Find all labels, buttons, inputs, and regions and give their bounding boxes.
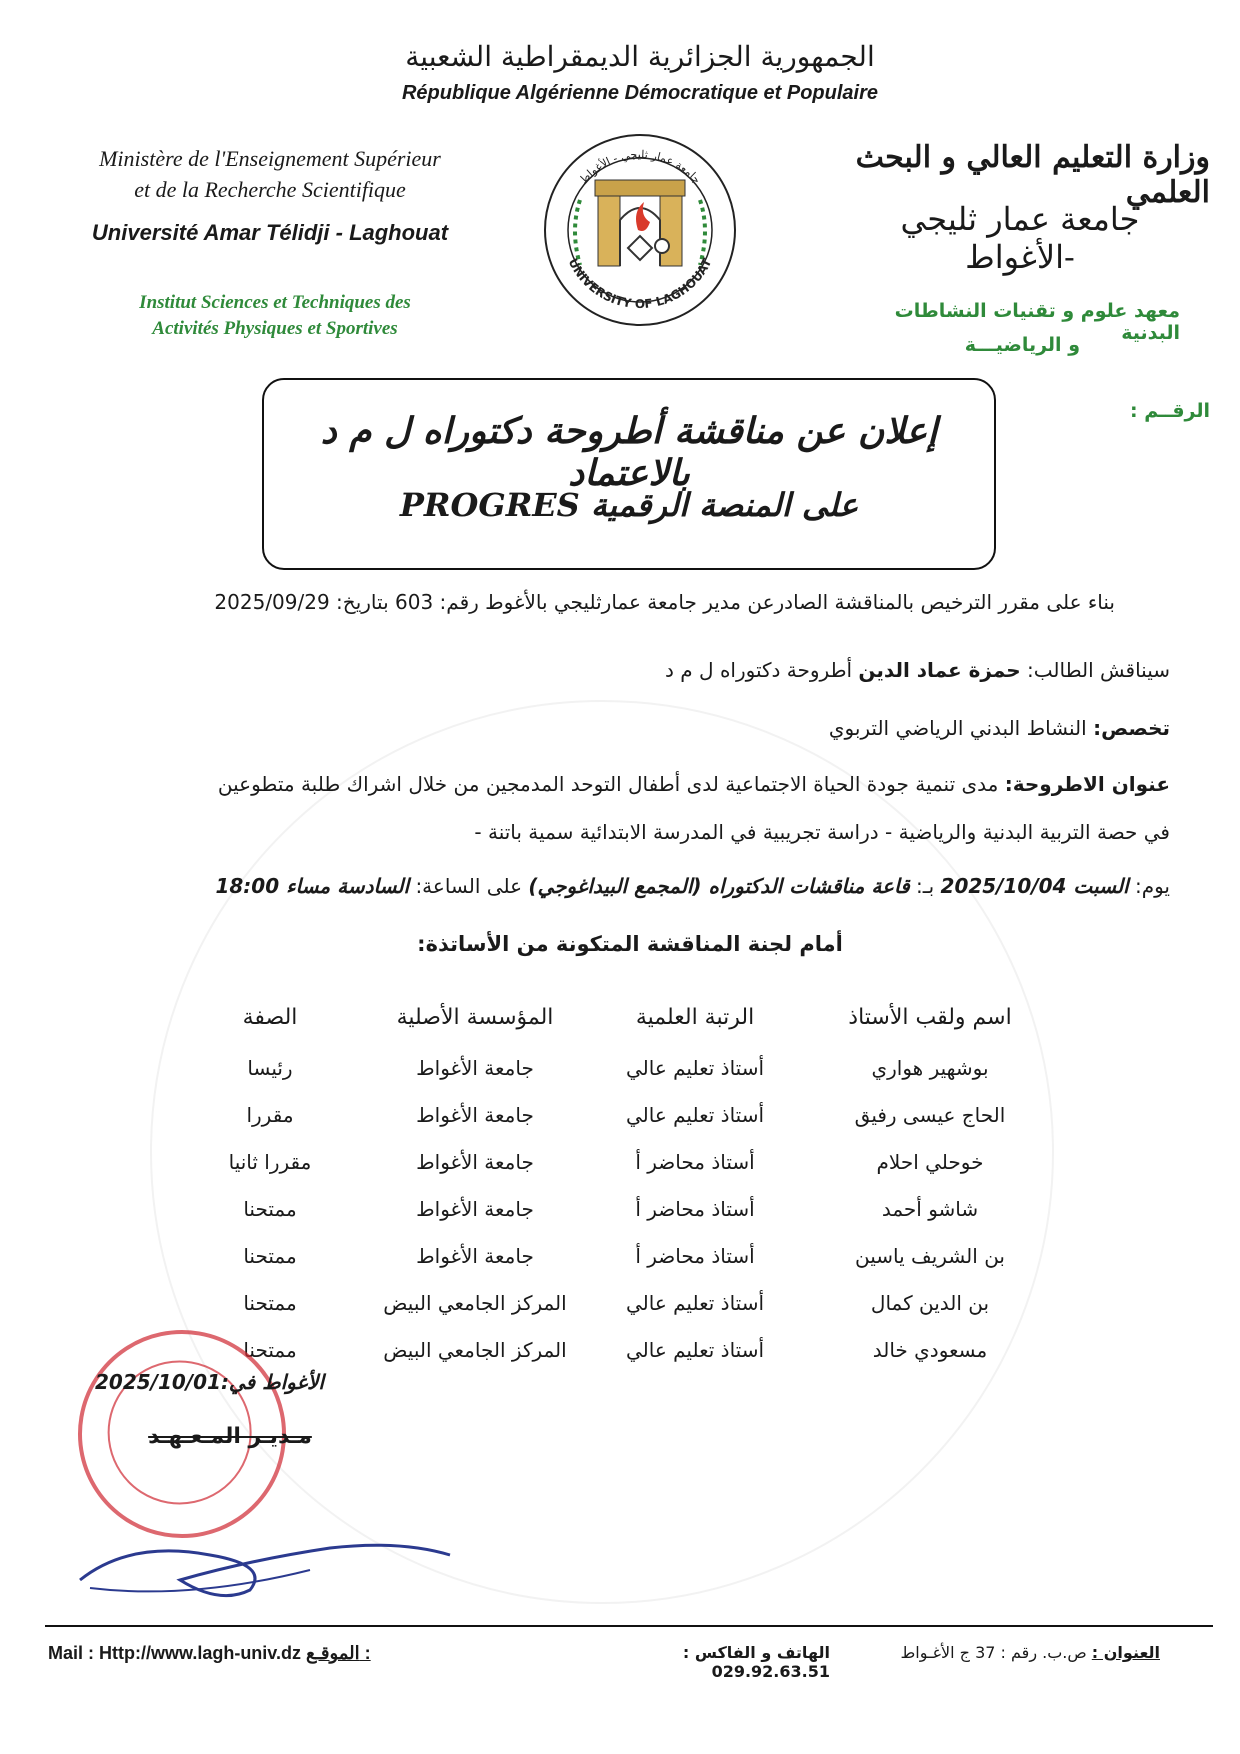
specialty-value: النشاط البدني الرياضي التربوي xyxy=(828,716,1087,740)
footer-phone xyxy=(560,1643,830,1681)
republic-title-fr: République Algérienne Démocratique et Populaire xyxy=(401,82,878,104)
jury-role: رئيسا xyxy=(247,1055,293,1080)
table-row xyxy=(180,1232,1060,1279)
handwritten-signature xyxy=(70,1500,490,1610)
footer-divider xyxy=(45,1625,1213,1627)
day-label: يوم: xyxy=(1134,874,1170,898)
jury-table xyxy=(180,990,1060,1373)
table-row xyxy=(180,1091,1060,1138)
jury-role: ممتحنا xyxy=(243,1243,297,1268)
specialty-label: تخصص: xyxy=(1093,716,1170,740)
jury-rank: أستاذ محاضر أ xyxy=(635,1149,755,1174)
header-rank: الرتبة العلمية xyxy=(635,1004,755,1030)
table-row xyxy=(180,1326,1060,1373)
header-institution: المؤسسة الأصلية xyxy=(396,1004,554,1030)
jury-rank: أستاذ محاضر أ xyxy=(635,1196,755,1221)
venue-prefix: بـ: xyxy=(916,874,935,898)
thesis-title-part2: في حصة التربية البدنية والرياضية - دراسة تجريبية في المدرسة الابتدائية سمية باتنة - xyxy=(474,820,1170,844)
time-label: على الساعة: xyxy=(415,874,522,898)
specialty-line xyxy=(70,716,1170,740)
institute-fr-line2: Activités Physiques et Sportives xyxy=(152,318,398,339)
authorization-line: بناء على مقرر الترخيص بالمناقشة الصادرعن مدير جامعة عمارثليجي بالأغوط رقم: 603 بتاريخ: 2025/09/29 xyxy=(214,590,1115,614)
announcement-box xyxy=(262,378,996,570)
jury-rank: أستاذ تعليم عالي xyxy=(625,1102,765,1127)
signature-place-date: الأغواط في:2025/10/01 xyxy=(95,1370,324,1394)
table-row xyxy=(180,1279,1060,1326)
phone-label: الهاتف و الفاكس : xyxy=(682,1643,830,1662)
jury-name: بن الشريف ياسين xyxy=(855,1243,1005,1268)
ministry-fr-line2: et de la Recherche Scientifique xyxy=(134,177,406,202)
ministry-fr-line1: Ministère de l'Enseignement Supérieur xyxy=(99,146,441,171)
republic-title-ar: الجمهورية الجزائرية الديمقراطية الشعبية xyxy=(405,40,875,73)
jury-role: مقررا xyxy=(246,1102,294,1127)
address-value: ص.ب. رقم : 37 ج الأغـواط xyxy=(900,1643,1087,1662)
university-logo xyxy=(540,130,740,330)
jury-name: بن الدين كمال xyxy=(870,1290,990,1315)
jury-name: شاشو أحمد xyxy=(881,1196,979,1221)
ministry-ar: وزارة التعليم العالي و البحث العلمي xyxy=(855,140,1210,210)
jury-name: مسعودي خالد xyxy=(872,1337,988,1362)
institute-ar-line1: معهد علوم و تقنيات النشاطات البدنية xyxy=(894,300,1180,344)
logo-text-ar: جامعة عمار ثليجي - الأغواط xyxy=(576,147,704,187)
thesis-line1 xyxy=(70,772,1170,796)
jury-intro: أمام لجنة المناقشة المتكونة من الأساتذة: xyxy=(417,932,843,956)
jury-institution: جامعة الأغواط xyxy=(416,1243,534,1268)
jury-rank: أستاذ تعليم عالي xyxy=(625,1055,765,1080)
student-line xyxy=(70,658,1170,682)
institute-fr-line1: Institut Sciences et Techniques des xyxy=(139,292,411,313)
student-name: حمزة عماد الدين xyxy=(858,658,1021,682)
university-ar: جامعة عمار ثليجي -الأغواط xyxy=(900,200,1140,276)
university-fr: Université Amar Télidji - Laghouat xyxy=(91,220,449,245)
director-title: مـديـر المـعـهـد xyxy=(148,1424,312,1449)
jury-institution: المركز الجامعي البيض xyxy=(383,1290,567,1315)
jury-rank: أستاذ محاضر أ xyxy=(635,1243,755,1268)
announcement-title-line2: على المنصة الرقمية PROGRES xyxy=(399,486,859,524)
jury-header-row xyxy=(180,990,1060,1044)
site-label: الموقـع : xyxy=(306,1643,371,1663)
jury-name: خوحلي احلام xyxy=(876,1149,984,1174)
day-value: السبت 2025/10/04 xyxy=(940,874,1129,898)
student-label: سيناقش الطالب: xyxy=(1027,658,1170,682)
thesis-title-part1: مدى تنمية جودة الحياة الاجتماعية لدى أطفال التوحد المدمجين من خلال اشراك طلبة متطوعين xyxy=(217,772,999,796)
schedule-line xyxy=(70,874,1170,898)
jury-institution: جامعة الأغواط xyxy=(416,1102,534,1127)
svg-text:جامعة عمار ثليجي - الأغواط xyxy=(577,148,703,186)
jury-rank: أستاذ تعليم عالي xyxy=(625,1337,765,1362)
table-row xyxy=(180,1138,1060,1185)
reference-label: الرقــم : xyxy=(1129,400,1210,422)
jury-role: ممتحنا xyxy=(243,1290,297,1315)
table-row xyxy=(180,1044,1060,1091)
phone-value: 029.92.63.51 xyxy=(711,1662,830,1681)
jury-institution: جامعة الأغواط xyxy=(416,1149,534,1174)
table-row xyxy=(180,1185,1060,1232)
venue-value: قاعة مناقشات الدكتوراه (المجمع البيداغوجي) xyxy=(528,874,910,898)
header-name: اسم ولقب الأستاذ xyxy=(848,1004,1012,1030)
address-label: العنوان : xyxy=(1091,1643,1160,1662)
mail-link[interactable]: Mail : Http://www.lagh-univ.dz xyxy=(48,1643,301,1663)
jury-name: الحاج عيسى رفيق xyxy=(854,1102,1006,1127)
jury-role: ممتحنا xyxy=(243,1196,297,1221)
time-value: السادسة مساء 18:00 xyxy=(215,874,410,898)
footer-address xyxy=(860,1643,1160,1662)
thesis-label: عنوان الاطروحة: xyxy=(1004,772,1170,796)
announcement-title-line1: إعلان عن مناقشة أطروحة دكتوراه ل م د بالاعتماد xyxy=(320,410,938,494)
jury-institution: المركز الجامعي البيض xyxy=(383,1337,567,1362)
logo-text: UNIVERSITY OF LAGHOUAT xyxy=(565,256,715,312)
svg-text:UNIVERSITY OF LAGHOUAT xyxy=(566,255,715,311)
jury-rank: أستاذ تعليم عالي xyxy=(625,1290,765,1315)
jury-institution: جامعة الأغواط xyxy=(416,1055,534,1080)
jury-role: مقررا ثانيا xyxy=(228,1149,312,1174)
jury-name: بوشهير هواري xyxy=(871,1055,989,1080)
header-role: الصفة xyxy=(242,1004,298,1030)
student-suffix: أطروحة دكتوراه ل م د xyxy=(665,658,853,682)
footer-website xyxy=(48,1643,488,1664)
institute-ar-line2: و الرياضيـــة xyxy=(964,334,1080,356)
jury-role: ممتحنا xyxy=(243,1337,297,1362)
jury-institution: جامعة الأغواط xyxy=(416,1196,534,1221)
